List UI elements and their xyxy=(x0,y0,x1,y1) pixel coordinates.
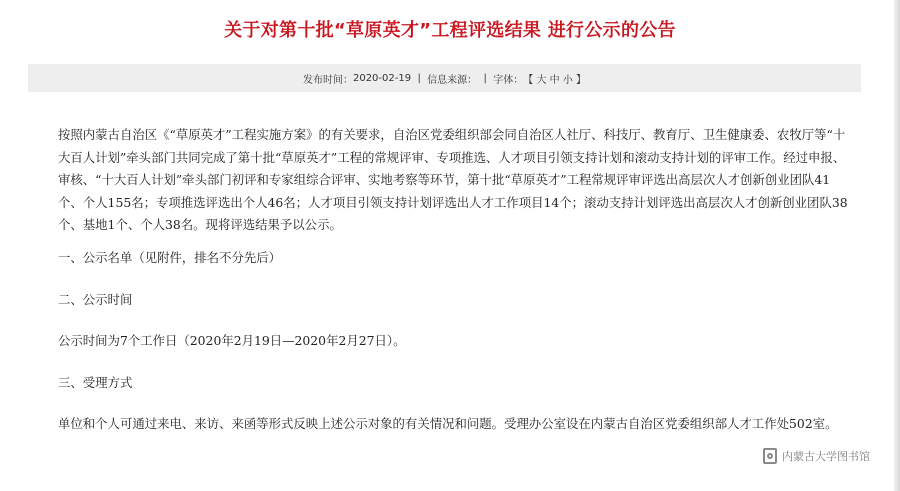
article-meta-bar xyxy=(28,64,861,92)
section-heading-list: 一、公示名单（见附件，排名不分先后） xyxy=(58,249,282,265)
publish-time-label: 发布时间： xyxy=(302,74,353,86)
section-heading-time: 二、公示时间 xyxy=(58,291,133,307)
meta-separator: | xyxy=(477,72,494,84)
font-size-bracket-close: 】 xyxy=(572,74,587,86)
font-size-large-link[interactable]: 大 xyxy=(536,74,547,86)
font-size-label: 字体： xyxy=(493,74,524,86)
font-size-medium-link[interactable]: 中 xyxy=(549,74,560,86)
library-watermark xyxy=(763,448,870,464)
window-border xyxy=(894,0,900,491)
section-method-text: 单位和个人可通过来电、来访、来函等形式反映上述公示对象的有关情况和问题。受理办公室设在内蒙古自治区党委组织部人才工作处502室。 xyxy=(58,416,838,432)
page-title: 关于对第十批“草原英才”工程评选结果 进行公示的公告 xyxy=(224,20,676,41)
library-logo-icon xyxy=(763,448,777,464)
watermark-text: 内蒙古大学图书馆 xyxy=(782,450,870,463)
article-body xyxy=(58,124,850,436)
section-time-text: 公示时间为7个工作日（2020年2月19日—2020年2月27日）。 xyxy=(58,333,406,349)
font-size-small-link[interactable]: 小 xyxy=(562,74,573,86)
section-heading-method: 三、受理方式 xyxy=(58,374,133,390)
publish-date: 2020-02-19 xyxy=(352,72,412,84)
font-size-bracket-open: 【 xyxy=(523,74,537,86)
source-label: 信息来源： xyxy=(427,74,478,86)
meta-separator: | xyxy=(411,72,428,84)
intro-paragraph: 按照内蒙古自治区《“草原英才”工程实施方案》的有关要求，自治区党委组织部会同自治区人社厅、科技厅、教育厅、卫生健康委、农牧厅等“十大百人计划”牵头部门共同完成了第十批“草原英才”工程的常规评审、专项推选、人才项目引领支持计划和滚动支持计划的评审工作。经过申报、审核、“十大百人计划”牵头部门初评和专家组综合评审、实地考察等环节，第十批“草原英才”工程常规评审评选出高层次人才创新创业团队41个、个人155名；专项推选评选出个人46名；人才项目引领支持计划评选出人才工作项目14个；滚动支持计划评选出高层次人才创新创业团队38个、基地1个、个人38名。现将评选结果予以公示。 xyxy=(58,127,848,233)
